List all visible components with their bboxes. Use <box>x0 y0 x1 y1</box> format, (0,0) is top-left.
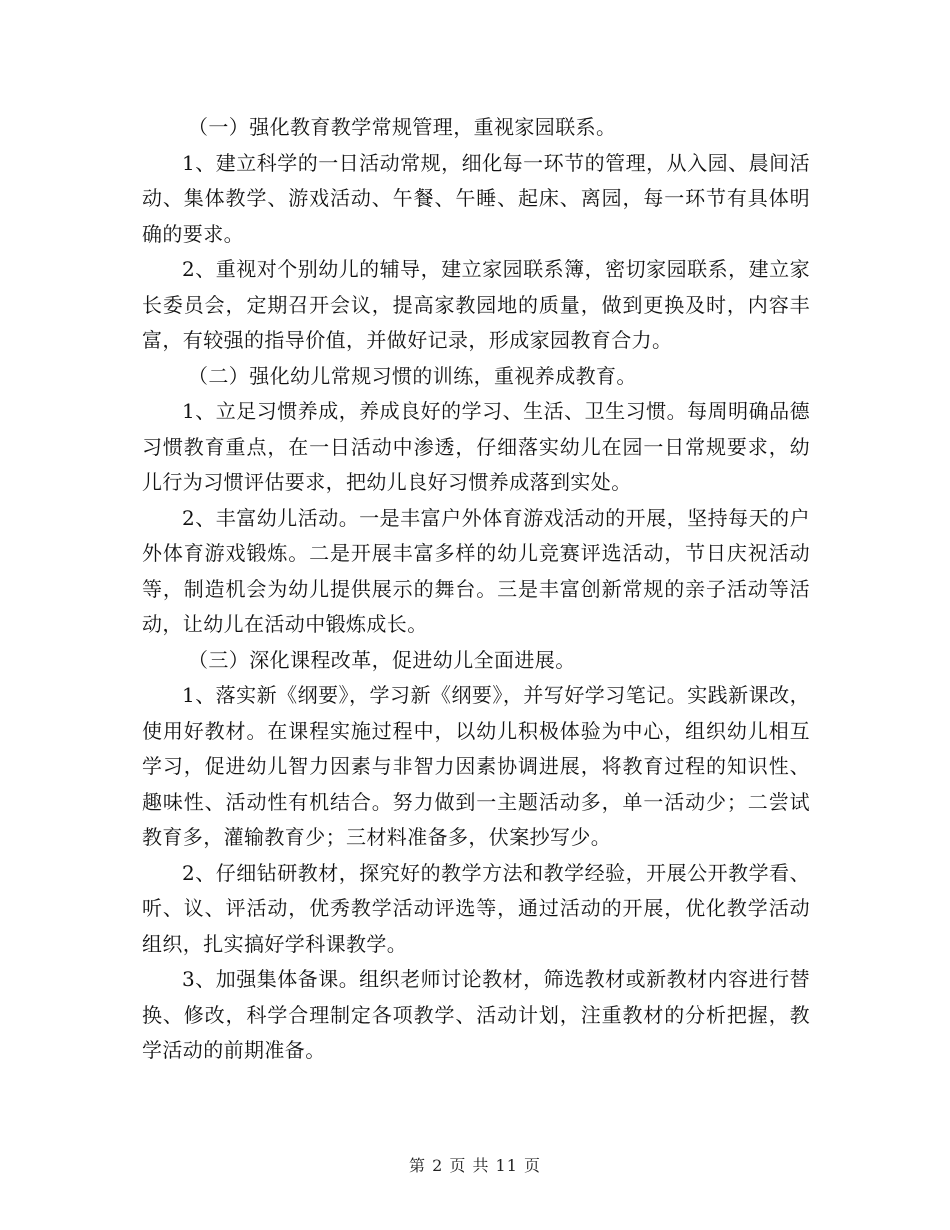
paragraph-1-1: 1、建立科学的一日活动常规，细化每一环节的管理，从入园、晨间活动、集体教学、游戏活动、午餐、午睡、起床、离园，每一环节有具体明确的要求。 <box>142 150 810 246</box>
paragraph-3-1: 1、落实新《纲要》，学习新《纲要》，并写好学习笔记。实践新课改，使用好教材。在课程实施过程中，以幼儿积极体验为中心，组织幼儿相互学习，促进幼儿智力因素与非智力因素协调进展，将教育过程的知识性、趣味性、活动性有机结合。努力做到一主题活动多，单一活动少；二尝试教育多，灌输教育少；三材料准备多，伏案抄写少。 <box>142 683 810 849</box>
paragraph-3-3: 3、加强集体备课。组织老师讨论教材，筛选教材或新教材内容进行替换、修改，科学合理制定各项教学、活动计划，注重教材的分析把握，教学活动的前期准备。 <box>142 967 810 1062</box>
page-number-footer: 第 2 页 共 11 页 <box>409 1156 541 1175</box>
paragraph-1-2: 2、重视对个别幼儿的辅导，建立家园联系簿，密切家园联系，建立家长委员会，定期召开会议，提高家教园地的质量，做到更换及时，内容丰富，有较强的指导价值，并做好记录，形成家园教育合力。 <box>142 257 810 352</box>
paragraph-3-2: 2、仔细钻研教材，探究好的教学方法和教学经验，开展公开教学看、听、议、评活动，优秀教学活动评选等，通过活动的开展，优化教学活动组织，扎实搞好学科课教学。 <box>142 860 810 956</box>
paragraph-2-1: 1、立足习惯养成，养成良好的学习、生活、卫生习惯。每周明确品德习惯教育重点，在一日活动中渗透，仔细落实幼儿在园一日常规要求，幼儿行为习惯评估要求，把幼儿良好习惯养成落到实处。 <box>142 399 810 494</box>
section-heading-3: （三）深化课程改革，促进幼儿全面进展。 <box>188 647 576 672</box>
paragraph-2-2: 2、丰富幼儿活动。一是丰富户外体育游戏活动的开展，坚持每天的户外体育游戏锻炼。二是开展丰富多样的幼儿竞赛评选活动，节日庆祝活动等，制造机会为幼儿提供展示的舞台。三是丰富创新常规的亲子活动等活动，让幼儿在活动中锻炼成长。 <box>142 505 810 636</box>
document-body <box>142 110 810 1069</box>
section-heading-1: （一）强化教育教学常规管理，重视家园联系。 <box>188 115 617 139</box>
section-heading-2: （二）强化幼儿常规习惯的训练，重视养成教育。 <box>188 363 637 388</box>
